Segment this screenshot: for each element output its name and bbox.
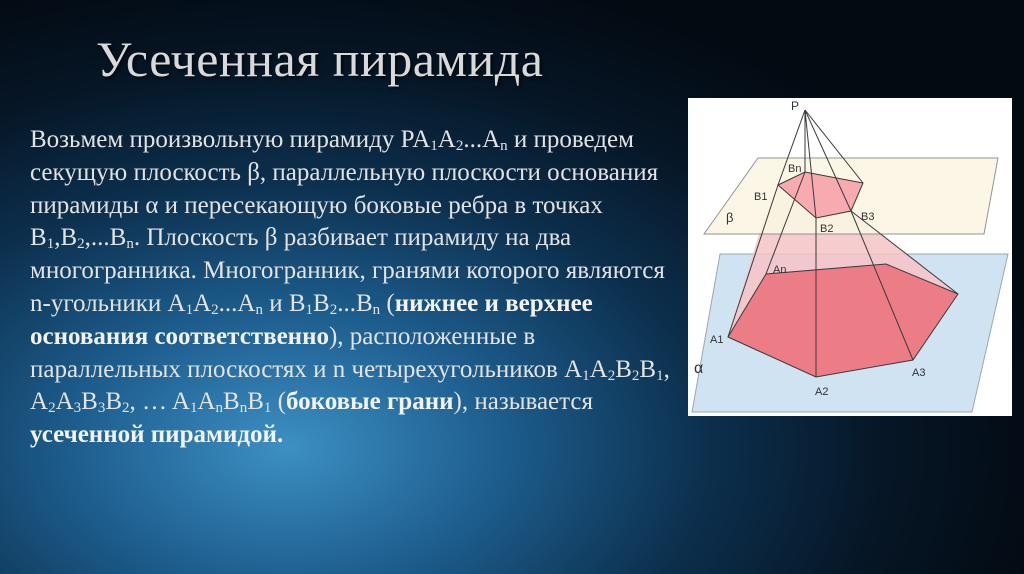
text-run: ,B [54,224,78,252]
text-run: A [437,126,456,153]
text-run: ,...B [84,224,127,252]
text-run: ...A [218,289,256,317]
text-run: A [589,355,608,383]
label-B1: B1 [754,191,768,203]
subscript: n [500,138,508,154]
frustum-figure [688,98,1012,416]
label-A3: A3 [912,367,926,379]
subscript: 3 [73,400,82,417]
text-run: B [639,355,657,383]
text-run: Возьмем произвольную пирамиду PA [30,126,431,153]
text-run: B [313,289,330,317]
text-run: ), называется [453,388,593,416]
subscript: 1 [656,367,664,384]
text-run: A [193,289,212,317]
bold-text-lateral-faces: боковые грани [285,388,454,416]
subscript: 2 [122,400,130,417]
text-run: . Плоскость β разбивает пирамиду на два многогранника. Многогранник, гранями которого являются n-угольники A [30,224,665,317]
text-run: и проведем секущую плоскость β, параллельную плоскости основания пирамиды α и пересекающую боковые ребра в точках B [30,126,659,252]
text-run: B [223,388,240,416]
subscript: 1 [189,400,198,417]
text-run: B [247,388,264,416]
text-run: ...A [463,126,501,153]
text-run: ( [271,388,286,416]
text-run: ...B [337,289,373,317]
label-An: An [773,264,787,276]
subscript: 1 [185,301,194,318]
subscript: 2 [77,236,85,253]
text-run: ), расположенные в параллельных плоскостях и n четырехугольников A [30,322,583,383]
subscript: 2 [607,367,616,384]
subscript: 2 [455,138,464,154]
subscript: 1 [263,400,272,417]
subscript: n [126,236,134,253]
body-paragraph [30,124,690,452]
subscript: n [255,301,263,318]
subscript: 1 [305,301,314,318]
subscript: 2 [211,301,219,318]
subscript: 1 [582,367,590,384]
slide-title: Усеченная пирамида [96,31,544,87]
text-run: B [105,388,122,416]
label-alpha: α [694,360,704,377]
subscript: 2 [329,301,338,318]
text-run: B [81,388,98,416]
subscript: 1 [46,236,55,253]
bold-text-bases: нижнее и верхнее основания соответственно [30,289,593,350]
label-P: P [791,99,800,113]
label-beta: β [726,210,734,225]
bold-text-frustum: усеченной пирамидой. [30,421,284,449]
label-A2: A2 [815,386,829,398]
label-Bn: Bn [788,163,802,175]
text-run: , A [30,355,670,416]
subscript: n [215,400,223,417]
text-run: , … A [129,388,190,416]
subscript: 2 [48,400,56,417]
label-B2: B2 [820,223,834,235]
subscript: n [239,400,248,417]
text-run: и B [262,289,306,317]
subscript: 3 [97,400,106,417]
label-B3: B3 [861,211,875,223]
subscript: 2 [631,367,640,384]
text-run: A [55,388,74,416]
frustum-diagram [688,98,1012,416]
text-run: ( [380,289,395,317]
label-A1: A1 [710,334,724,346]
subscript: 1 [430,138,438,154]
subscript: n [372,301,381,318]
text-run: B [615,355,632,383]
text-run: A [197,388,216,416]
